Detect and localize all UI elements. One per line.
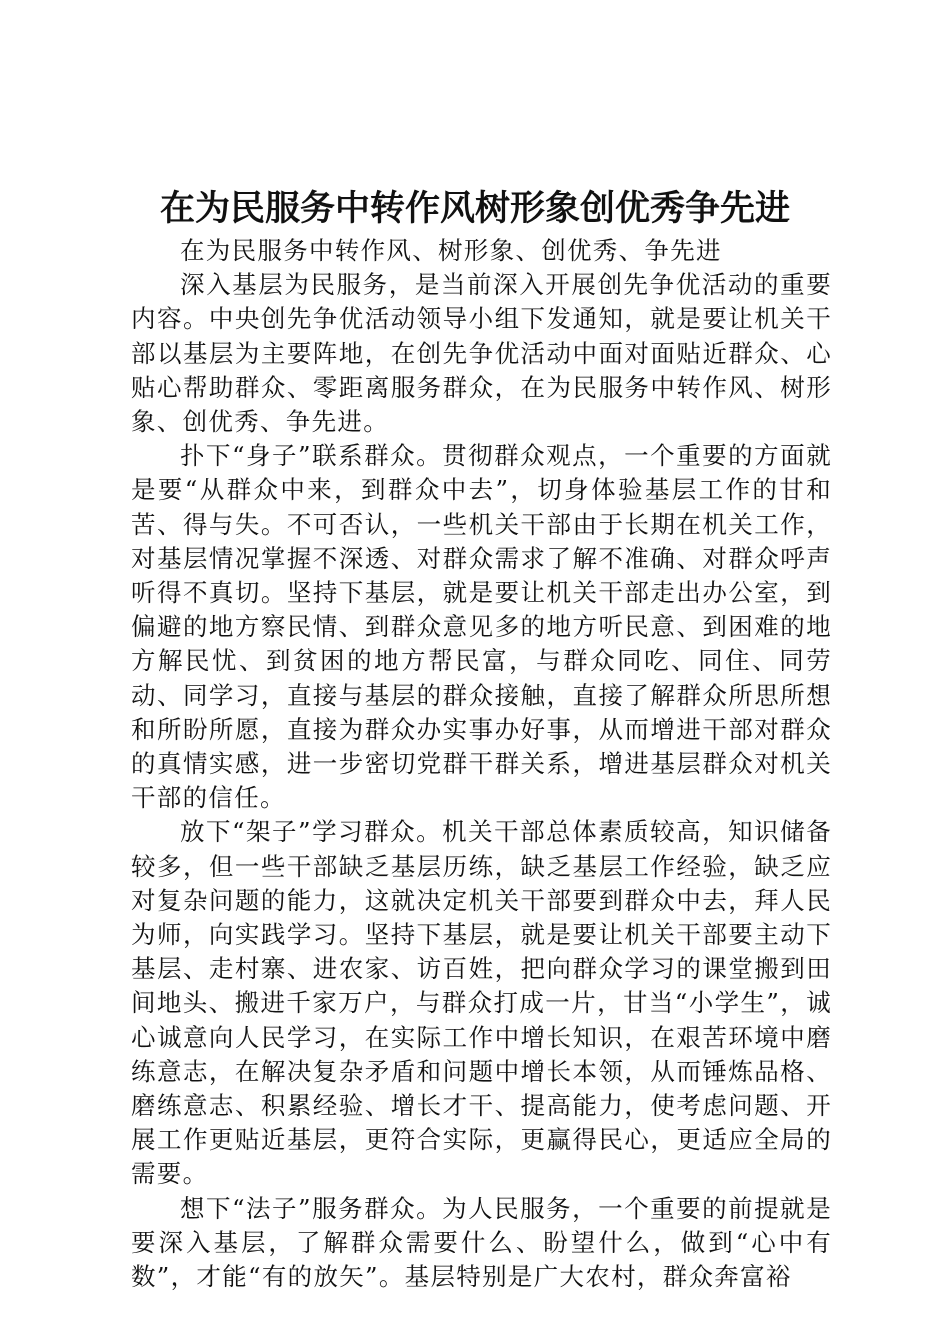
document-title: 在为民服务中转作风树形象创优秀争先进 [159, 189, 790, 229]
body-paragraph: 扑下“身子”联系群众。贯彻群众观点，一个重要的方面就是要“从群众中来，到群众中去”，切身体验基层工作的甘和苦、得与失。不可否认，一些机关干部由于长期在机关工作，对基层情况掌握不深透、对群众需求了解不准确、对群众呼声听得不真切。坚持下基层，就是要让机关干部走出办公室，到偏避的地方察民情、到群众意见多的地方听民意、到困难的地方解民忧、到贫困的地方帮民富，与群众同吃、同住、同劳动、同学习，直接与基层的群众接触，直接了解群众所思所想和所盼所愿，直接为群众办实事办好事，从而增进干部对群众的真情实感，进一步密切党群干群关系，增进基层群众对机关干部的信任。 [131, 441, 832, 813]
subtitle-paragraph: 在为民服务中转作风、树形象、创优秀、争先进 [180, 236, 722, 265]
body-paragraph: 深入基层为民服务，是当前深入开展创先争优活动的重要内容。中央创先争优活动领导小组下发通知，就是要让机关干部以基层为主要阵地，在创先争优活动中面对面贴近群众、心贴心帮助群众、零距离服务群众，在为民服务中转作风、树形象、创优秀、争先进。 [131, 270, 832, 437]
document-body [131, 234, 832, 1294]
body-paragraph: 想下“法子”服务群众。为人民服务，一个重要的前提就是要深入基层，了解群众需要什么、盼望什么，做到“心中有数”，才能“有的放矢”。基层特别是广大农村，群众奔富裕 [131, 1193, 832, 1292]
body-paragraph: 放下“架子”学习群众。机关干部总体素质较高，知识储备较多，但一些干部缺乏基层历练，缺乏基层工作经验，缺乏应对复杂问题的能力，这就决定机关干部要到群众中去，拜人民为师，向实践学习。坚持下基层，就是要让机关干部要主动下基层、走村寨、进农家、访百姓，把向群众学习的课堂搬到田间地头、搬进千家万户，与群众打成一片，甘当“小学生”，诚心诚意向人民学习，在实际工作中增长知识，在艰苦环境中磨练意志，在解决复杂矛盾和问题中增长本领，从而锤炼品格、磨练意志、积累经验、增长才干、提高能力，使考虑问题、开展工作更贴近基层，更符合实际，更赢得民心，更适应全局的需要。 [131, 817, 832, 1189]
